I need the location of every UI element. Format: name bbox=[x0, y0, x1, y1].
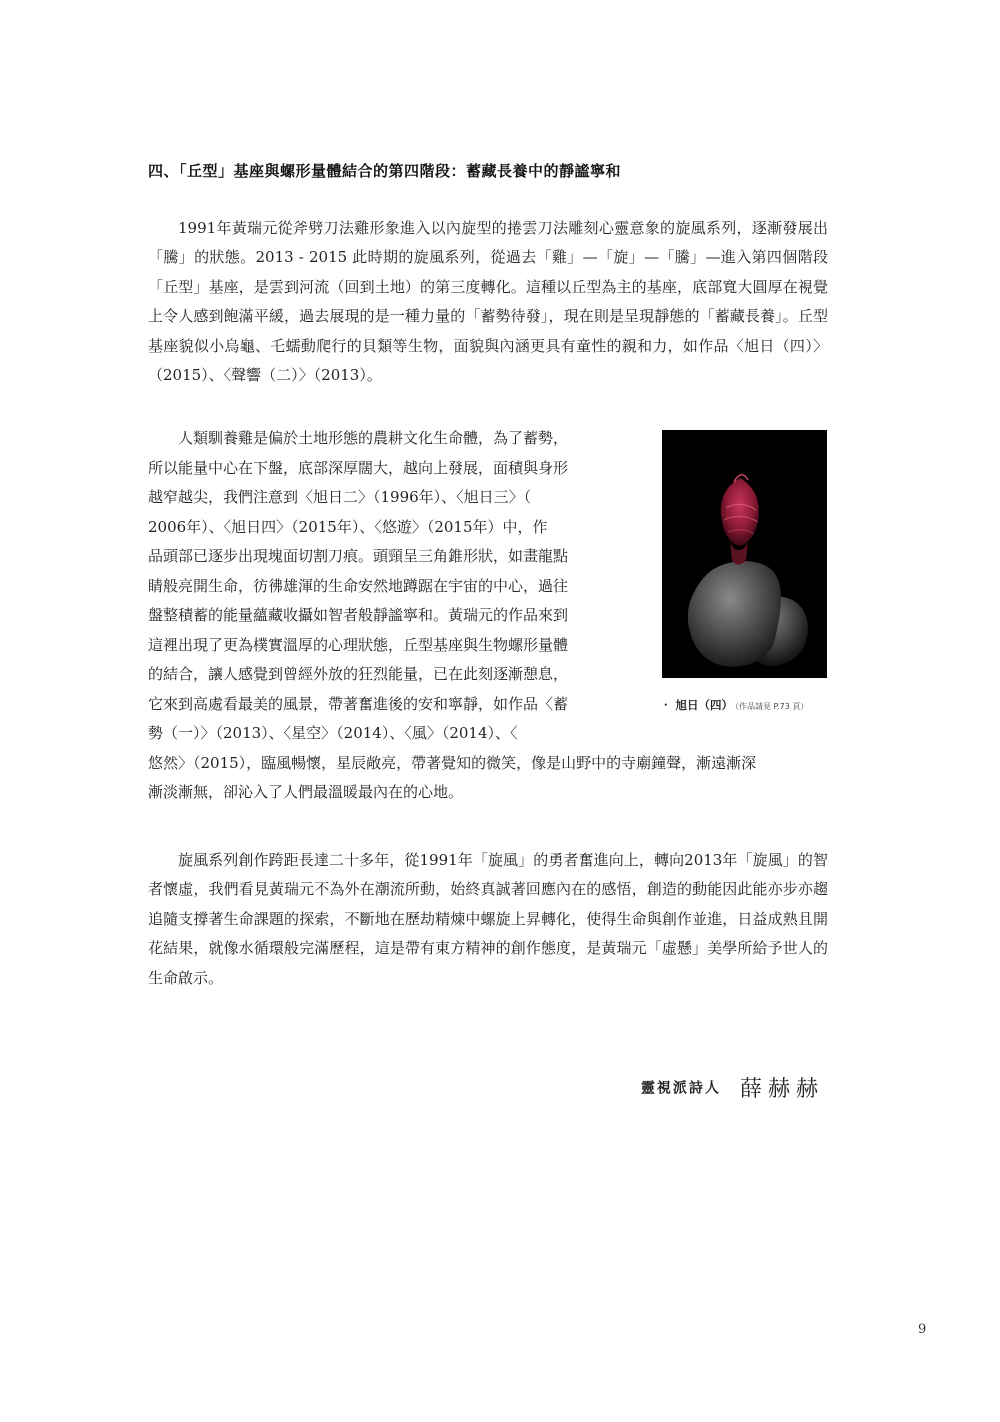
paragraph-2-line: 的結合，讓人感覺到曾經外放的狂烈能量，已在此刻逐漸憩息， bbox=[148, 665, 569, 683]
author-signature bbox=[641, 1072, 824, 1103]
paragraph-3: 旋風系列創作跨距長達二十多年，從1991年「旋風」的勇者奮進向上，轉向2013年「旋風」的智者懷虛，我們看見黃瑞元不為外在潮流所動，始終真誠著回應內在的感悟，創造的動能因此能亦步亦趨追隨支撐著生命課題的探索，不斷地在歷劫精煉中螺旋上昇轉化，使得生命與創作並進，日益成熟且開花結果，就像水循環般完滿歷程，這是帶有東方精神的創作態度，是黃瑞元「虛懸」美學所給予世人的生命啟示。 bbox=[148, 851, 828, 987]
paragraph-2-line: 所以能量中心在下盤，底部深厚闊大，越向上發展，面積與身形 bbox=[148, 458, 569, 477]
paragraph-2-wrapped-lines bbox=[148, 424, 610, 749]
paragraph-2-full-lines bbox=[148, 749, 828, 808]
paragraph-2-line: 品頭部已逐步出現塊面切割刀痕。頭頸呈三角錐形狀，如畫龍點 bbox=[148, 547, 569, 565]
caption-page-reference: （作品請見 P.73 頁） bbox=[735, 702, 809, 711]
caption-title: 旭日（四） bbox=[675, 698, 733, 712]
paragraph-2-line: 睛般亮開生命，彷彿雄渾的生命安然地蹲踞在宇宙的中心，過往 bbox=[148, 576, 569, 595]
section-heading: 四、「丘型」基座與螺形量體結合的第四階段：蓄藏長養中的靜謐寧和 bbox=[148, 162, 622, 180]
figure-caption bbox=[660, 697, 835, 713]
author-title: 靈視派詩人 bbox=[640, 1080, 721, 1097]
paragraph-2-line: 盤整積蓄的能量蘊藏收攝如智者般靜謐寧和。黃瑞元的作品來到 bbox=[148, 606, 569, 624]
paragraph-2-line: 越窄越尖，我們注意到〈旭日二〉（1996年）、〈旭日三〉（ bbox=[148, 488, 532, 506]
paragraph-2-line: 漸淡漸無，卻沁入了人們最溫暖最內在的心地。 bbox=[148, 783, 464, 801]
paragraph-2-line: 勢（一）〉（2013）、〈星空〉（2014）、〈風〉（2014）、〈 bbox=[148, 724, 518, 742]
artwork-photo bbox=[662, 430, 827, 678]
caption-bullet: ・ bbox=[660, 698, 672, 712]
sculpture-image bbox=[662, 430, 827, 678]
paragraph-2-line: 這裡出現了更為樸實溫厚的心理狀態，丘型基座與生物螺形量體 bbox=[148, 635, 569, 654]
author-name: 薛赫赫 bbox=[739, 1077, 824, 1102]
page-number: 9 bbox=[918, 1322, 927, 1337]
paragraph-2-line: 2006年）、〈旭日四〉（2015年）、〈悠遊〉（2015年）中，作 bbox=[148, 517, 548, 536]
paragraph-1: 1991年黃瑞元從斧劈刀法雞形象進入以內旋型的捲雲刀法雕刻心靈意象的旋風系列，逐漸發展出「騰」的狀態。2013 - 2015 此時期的旋風系列，從過去「雞」—「旋」—「騰」—進入第四個階段「丘型」基座，是雲到河流（回到土地）的第三度轉化。這種以丘型為主的基座，底部寬大圓厚在視覺上令人感到飽滿平緩，過去展現的是一種力量的「蓄勢待發」，現在則是呈現靜態的「蓄藏長養」。丘型基座貌似小烏龜、乇蠕動爬行的貝類等生物，面貌與內涵更具有童性的親和力，如作品〈旭日（四）〉（2015）、〈聲響（二）〉（2013）。 bbox=[148, 219, 828, 385]
paragraph-2-line: 悠然〉（2015），臨風暢懷，星辰敞亮，帶著覺知的微笑，像是山野中的寺廟鐘聲，漸遠漸深 bbox=[148, 753, 757, 772]
paragraph-2-line: 人類馴養雞是偏於土地形態的農耕文化生命體，為了蓄勢， bbox=[148, 429, 569, 447]
paragraph-2-line: 它來到高處看最美的風景，帶著奮進後的安和寧靜，如作品〈蓄 bbox=[148, 694, 569, 713]
